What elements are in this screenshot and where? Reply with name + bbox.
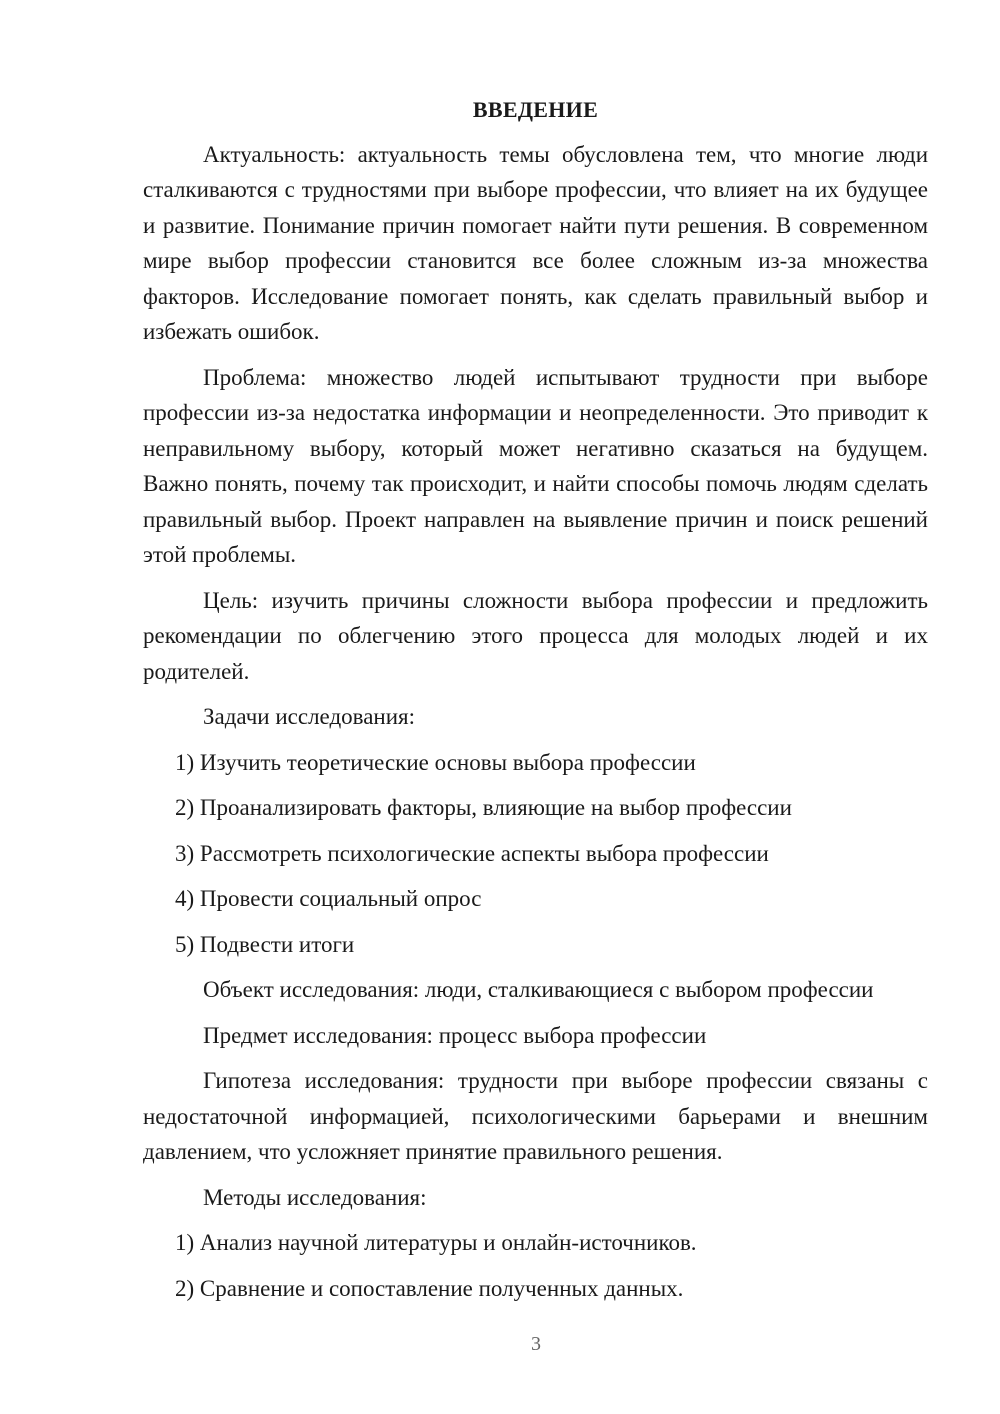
tasks-label: Задачи исследования: [203,704,416,729]
methods-label: Методы исследования: [203,1184,427,1210]
list-item: 2) Проанализировать факторы, влияющие на выбор профессии [175,795,792,820]
research-object: Объект исследования: люди, сталкивающиеся с выбором профессии [203,977,874,1002]
section-title: ВВЕДЕНИЕ [472,97,599,122]
paragraph-hypothesis: Гипотеза исследования: трудности при выборе профессии связаны с недостаточной информацией, психологическими барьерами и внешним давлением, что усложняет принятие правильного решения. [143,1068,928,1164]
list-item: 4) Провести социальный опрос [175,886,482,911]
paragraph-goal: Цель: изучить причины сложности выбора профессии и предложить рекомендации по облегчению этого процесса для молодых людей и их родителей. [143,587,928,684]
paragraph-problem: Проблема: множество людей испытывают трудности при выборе профессии из-за недостатка информации и неопределенности. Это приводит к неправильному выбору, который может негативно сказаться на будущем. Важно понять, почему так происходит, и найти способы помочь людям сделать правильный выбор. Проект направлен на выявление причин и поиск решений этой проблемы. [143,364,928,567]
page-number: 3 [531,1333,541,1355]
list-item: 5) Подвести итоги [175,931,355,957]
methods-list [143,1225,928,1306]
list-item: 1) Изучить теоретические основы выбора профессии [175,749,696,775]
list-item: 2) Сравнение и сопоставление полученных данных. [175,1275,684,1301]
paragraph-relevance: Актуальность: актуальность темы обусловлена тем, что многие люди сталкиваются с трудностями при выборе профессии, что влияет на их будущее и развитие. Понимание причин помогает найти пути решения. В современном мире выбор профессии становится все более сложным из-за множества факторов. Исследование помогает понять, как сделать правильный выбор и избежать ошибок. [143,141,928,344]
list-item: 1) Анализ научной литературы и онлайн-источников. [175,1230,697,1255]
page-content [143,92,928,1316]
tasks-list [143,745,928,963]
list-item: 3) Рассмотреть психологические аспекты выбора профессии [175,840,769,866]
research-subject: Предмет исследования: процесс выбора профессии [203,1022,707,1048]
